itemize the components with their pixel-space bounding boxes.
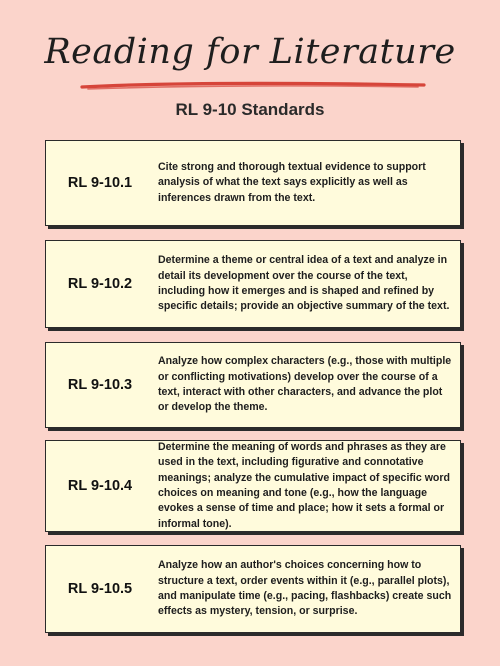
standard-description: Cite strong and thorough textual evidence to support analysis of what the text says explicitly as well as inferences drawn from the text. — [158, 160, 426, 204]
standard-card-1 — [45, 140, 461, 226]
standard-description: Determine a theme or central idea of a text and analyze in detail its development over the course of the text, including how it emerges and is shaped and refined by specific details; provide an objective summary of the text. — [158, 254, 450, 313]
standard-code: RL 9-10.2 — [67, 276, 133, 292]
standard-card-4 — [45, 440, 461, 532]
standard-code: RL 9-10.3 — [67, 377, 133, 393]
standard-description: Analyze how complex characters (e.g., those with multiple or conflicting motivations) develop over the course of a text, interact with other characters, and advance the plot or develop the theme. — [158, 355, 452, 414]
page-subtitle: RL 9-10 Standards — [175, 100, 325, 119]
standard-code: RL 9-10.4 — [67, 478, 133, 494]
title-underline-decoration — [78, 80, 428, 92]
standard-code: RL 9-10.1 — [67, 175, 133, 191]
standard-description: Determine the meaning of words and phrases as they are used in the text, including figurative and connotative meanings; analyze the cumulative impact of specific word choices on meaning and tone (e.g., how the language evokes a sense of time and place; how it sets a formal or informal tone). — [158, 440, 450, 530]
standard-card-2 — [45, 240, 461, 328]
standard-code: RL 9-10.5 — [67, 581, 133, 597]
standard-description: Analyze how an author's choices concerning how to structure a text, order events within it (e.g., parallel plots), and manipulate time (e.g., pacing, flashbacks) create such effects as mystery, tension, or surprise. — [158, 559, 452, 618]
page-title: Reading for Literature — [44, 32, 456, 72]
standard-card-3 — [45, 342, 461, 428]
standard-card-5 — [45, 545, 461, 633]
